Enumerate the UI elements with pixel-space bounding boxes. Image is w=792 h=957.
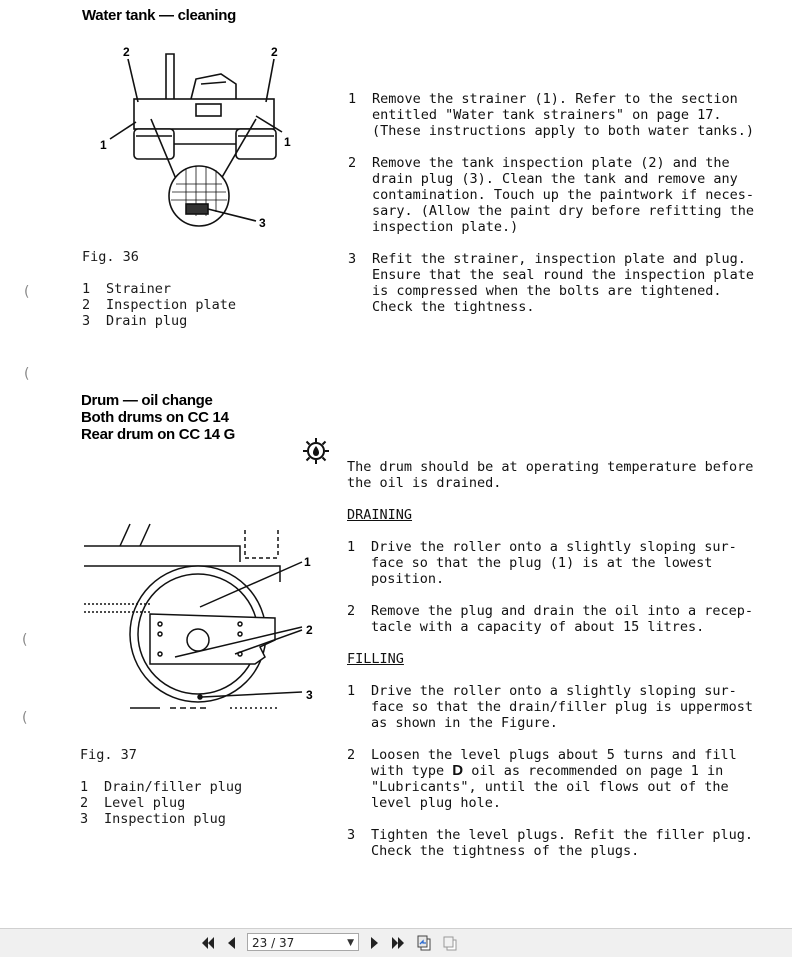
fill-step-num-2: 2 bbox=[347, 747, 356, 763]
next-page-icon[interactable] bbox=[366, 935, 382, 951]
s1-step-3-line-4: Check the tightness. bbox=[372, 299, 535, 315]
scan-mark: ( bbox=[24, 284, 30, 300]
fig37-caption: Fig. 37 bbox=[80, 747, 137, 763]
pdf-toolbar bbox=[0, 928, 792, 957]
s1-step-2-line-3: contamination. Touch up the paintwork if neces- bbox=[372, 187, 755, 203]
fig37-legend-label-2: Level plug bbox=[104, 795, 186, 811]
fig36-caption: Fig. 36 bbox=[82, 249, 139, 265]
drain-step-num-2: 2 bbox=[347, 603, 356, 619]
section-subheading-both-drums: Both drums on CC 14 bbox=[81, 409, 229, 426]
s1-step-2-line-2: drain plug (3). Clean the tank and remove any bbox=[372, 171, 738, 187]
fig37-callout-3: 3 bbox=[306, 688, 313, 702]
chevron-down-icon: ▼ bbox=[347, 938, 354, 948]
scan-mark: ( bbox=[22, 632, 28, 648]
fill-step-2-line-2-post: oil as recommended on page 1 in bbox=[463, 763, 724, 779]
s1-step-3-line-1: Refit the strainer, inspection plate and plug. bbox=[372, 251, 746, 267]
s1-step-num-3: 3 bbox=[348, 251, 357, 267]
page-number-select[interactable] bbox=[247, 933, 359, 951]
fill-step-2-line-1: Loosen the level plugs about 5 turns and fill bbox=[371, 747, 737, 763]
fig36-callout-3: 3 bbox=[259, 216, 266, 230]
fig36-legend-label-2: Inspection plate bbox=[106, 297, 237, 313]
oil-change-gear-icon bbox=[302, 437, 330, 465]
two-page-view-icon[interactable] bbox=[442, 935, 458, 951]
s1-step-1-line-2: entitled "Water tank strainers" on page 17. bbox=[372, 107, 722, 123]
fig36-callout-1b: 1 bbox=[284, 135, 291, 149]
drain-step-1-line-2: face so that the plug (1) is at the lowest bbox=[371, 555, 713, 571]
section-heading-drum: Drum — oil change bbox=[81, 392, 213, 409]
draining-title: DRAINING bbox=[347, 507, 413, 523]
s1-step-3-line-3: is compressed when the bolts are tightened. bbox=[372, 283, 722, 299]
s1-step-2-line-1: Remove the tank inspection plate (2) and the bbox=[372, 155, 730, 171]
fig36-legend-label-1: Strainer bbox=[106, 281, 172, 297]
drain-step-2-line-1: Remove the plug and drain the oil into a recep- bbox=[371, 603, 754, 619]
fig36-legend-num-1: 1 bbox=[82, 281, 91, 297]
fill-step-2-line-3: "Lubricants", until the oil flows out of the bbox=[371, 779, 729, 795]
page-indicator: 23 / 37 bbox=[252, 936, 295, 950]
s1-step-num-1: 1 bbox=[348, 91, 357, 107]
fill-step-2-line-2-pre: with type bbox=[371, 763, 453, 779]
section-heading-water-tank: Water tank — cleaning bbox=[82, 7, 237, 24]
single-page-view-icon[interactable] bbox=[416, 935, 432, 951]
fig37-legend-num-2: 2 bbox=[80, 795, 89, 811]
fig36-callout-2b: 2 bbox=[271, 45, 278, 59]
fig36-legend-num-2: 2 bbox=[82, 297, 91, 313]
drain-step-2-line-2: tacle with a capacity of about 15 litres. bbox=[371, 619, 705, 635]
fill-step-2-line-4: level plug hole. bbox=[371, 795, 502, 811]
s1-step-1-line-1: Remove the strainer (1). Refer to the section bbox=[372, 91, 738, 107]
drain-step-1-line-1: Drive the roller onto a slightly sloping sur- bbox=[371, 539, 737, 555]
drain-step-1-line-3: position. bbox=[371, 571, 445, 587]
fig37-legend-num-3: 3 bbox=[80, 811, 89, 827]
fig36-legend-label-3: Drain plug bbox=[106, 313, 188, 329]
oil-type-d: D bbox=[452, 762, 464, 779]
s2-intro-line-2: the oil is drained. bbox=[347, 475, 502, 491]
fig37-callout-1: 1 bbox=[304, 555, 311, 569]
figure-37-illustration bbox=[80, 522, 330, 722]
fig37-legend-label-1: Drain/filler plug bbox=[104, 779, 243, 795]
fig36-callout-1a: 1 bbox=[100, 138, 107, 152]
fill-step-1-line-2: face so that the drain/filler plug is uppermost bbox=[371, 699, 754, 715]
last-page-icon[interactable] bbox=[390, 935, 406, 951]
s1-step-1-line-3: (These instructions apply to both water tanks.) bbox=[372, 123, 755, 139]
fig37-callout-2: 2 bbox=[306, 623, 313, 637]
s2-intro-line-1: The drum should be at operating temperature before bbox=[347, 459, 754, 475]
fig37-legend-num-1: 1 bbox=[80, 779, 89, 795]
fill-step-num-1: 1 bbox=[347, 683, 356, 699]
fig36-legend-num-3: 3 bbox=[82, 313, 91, 329]
scan-mark: ( bbox=[24, 366, 30, 382]
section-subheading-rear-drum: Rear drum on CC 14 G bbox=[81, 426, 236, 443]
filling-title: FILLING bbox=[347, 651, 404, 667]
fill-step-1-line-1: Drive the roller onto a slightly sloping sur- bbox=[371, 683, 737, 699]
fig37-legend-label-3: Inspection plug bbox=[104, 811, 226, 827]
fig36-callout-2a: 2 bbox=[123, 45, 130, 59]
fill-step-3-line-2: Check the tightness of the plugs. bbox=[371, 843, 640, 859]
s1-step-3-line-2: Ensure that the seal round the inspection plate bbox=[372, 267, 755, 283]
first-page-icon[interactable] bbox=[200, 935, 216, 951]
drain-step-num-1: 1 bbox=[347, 539, 356, 555]
s1-step-2-line-4: sary. (Allow the paint dry before refitting the bbox=[372, 203, 755, 219]
fill-step-3-line-1: Tighten the level plugs. Refit the filler plug. bbox=[371, 827, 754, 843]
previous-page-icon[interactable] bbox=[224, 935, 240, 951]
scan-mark: ( bbox=[22, 710, 28, 726]
fill-step-1-line-3: as shown in the Figure. bbox=[371, 715, 558, 731]
figure-36-illustration bbox=[96, 44, 296, 234]
fill-step-num-3: 3 bbox=[347, 827, 356, 843]
fill-step-2-line-2 bbox=[371, 763, 723, 779]
s1-step-2-line-5: inspection plate.) bbox=[372, 219, 519, 235]
s1-step-num-2: 2 bbox=[348, 155, 357, 171]
